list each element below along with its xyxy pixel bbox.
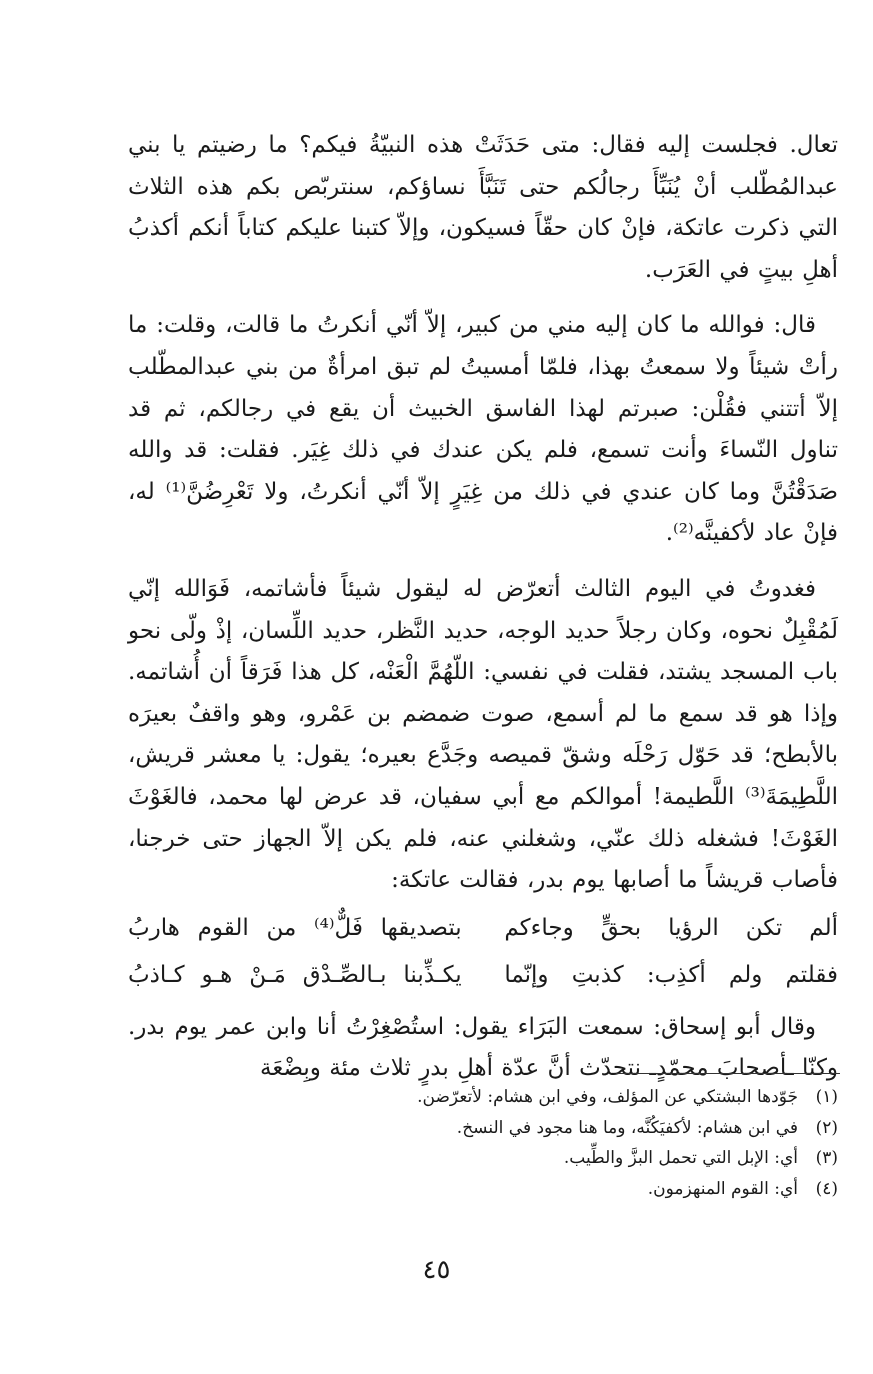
footnote-text: جَوّدها البشتكي عن المؤلف، وفي ابن هشام: لأتعرّضن. (417, 1087, 798, 1107)
footnote-number: (١) (815, 1087, 838, 1107)
paragraph-1: تعال. فجلست إليه فقال: متى حَدَثَتْ هذه النبيّةُ فيكم؟ ما رضيتم يا بني عبدالمُطّلب أنْ يُنَبِّأَ رجالُكم حتى تَنَبَّأَ نساؤكم، سنتربّص بكم هذه الثلاث التي ذكرت عاتكة، فإنْ كان حقّاً فسيكون، وإلاّ كتبنا عليكم كتاباً أنكم أكذبُ أهلِ بيتٍ في العَرَب. (128, 132, 838, 283)
footnote (128, 1082, 838, 1113)
page-number: ٤٥ (422, 1255, 451, 1285)
verse-2-first-hemistich: فقلتم ولم أكذِب: كذبتِ وإنّما (504, 962, 838, 989)
footnote (128, 1113, 838, 1144)
footnote-text: أي: القوم المنهزمون. (647, 1178, 798, 1199)
footnote-number: (٢) (815, 1117, 838, 1138)
footnote-text: أي: الإبل التي تحمل البزَّ والطِّيب. (563, 1148, 798, 1168)
verse-1-first-hemistich: ألم تكن الرؤيا بحقٍّ وجاءكم (504, 914, 838, 941)
paragraph-4: وقال أبو إسحاق: سمعت البَرَاء يقول: استُصْغِرْتُ أنا وابن عمر يوم بدر. وكنّا ـأصحابَ محمّدٍـ نتحدّث أنَّ عدّة أهلِ بدرٍ ثلاث مئة وبِضْعَة (128, 1013, 838, 1082)
footnote-text: في ابن هشام: لأكفيَكُنَّه، وما هنا مجود في النسخ. (456, 1117, 798, 1138)
verse-line-2 (128, 955, 838, 997)
footnote (128, 1143, 838, 1174)
main-text (128, 125, 838, 1090)
footnote (128, 1174, 838, 1205)
footnote-number: (٤) (815, 1178, 838, 1199)
verse-2-second-hemistich: يكـذِّبنا بـالصِّـدْق مَـنْ هـو كـاذبُ (128, 962, 462, 989)
verse-line-1 (128, 908, 838, 950)
footnotes (128, 1082, 838, 1204)
verse-1-second-hemistich: بتصديقها فَلٌّ⁽⁴⁾ من القوم هاربُ (128, 914, 462, 941)
paragraph-2: قال: فوالله ما كان إليه مني من كبير، إلاّ أنّي أنكرتُ ما قالت، وقلت: ما رأتْ شيئاً ولا سمعتُ بهذا، فلمّا أمسيتُ لم تبق امرأةٌ من بني عبدالمطّلب إلاّ أتتني فقُلْن: صبرتم لهذا الفاسق الخبيث أن يقع في رجالكم، ثم قد تناول النّساءَ وأنت تسمع، فلم يكن عندك في ذلك غِيَر. فقلت: قد والله صَدَقْتُنَّ وما كان عندي في ذلك من غِيَرٍ إلاّ أنّي أنكرتُ، ولا تَعْرِضُنَّ⁽¹⁾ له، فإنْ عاد لأكفينَّه⁽²⁾. (128, 312, 838, 547)
footnote-number: (٣) (815, 1148, 838, 1168)
footnote-divider (616, 1073, 840, 1074)
paragraph-3: فغدوتُ في اليوم الثالث أتعرّض له ليقول شيئاً فأشاتمه، فَوَالله إنّي لَمُقْبِلٌ نحوه، وكان رجلاً حديد الوجه، حديد النَّظر، حديد اللِّسان، إذْ ولّى نحو باب المسجد يشتد، فقلت في نفسي: اللّهُمَّ الْعَنْه، كل هذا فَرَقاً أن أُشاتمه. وإذا هو قد سمع ما لم أسمع، صوت ضمضم بن عَمْرو، وهو واقفٌ بعيرَه بالأبطح؛ قد حَوّل رَحْلَه وشقّ قميصه وجَدَّع بعيره؛ يقول: يا معشر قريش، اللَّطِيمَةَ⁽³⁾ اللَّطيمة! أموالكم مع أبي سفيان، قد عرض لها محمد، فالغَوْثَ الغَوْثَ! فشغله ذلك عنّي، وشغلني عنه، فلم يكن إلاّ الجهاز حتى خرجنا، فأصاب قريشاً ما أصابها يوم بدر، فقالت عاتكة: (128, 575, 838, 894)
